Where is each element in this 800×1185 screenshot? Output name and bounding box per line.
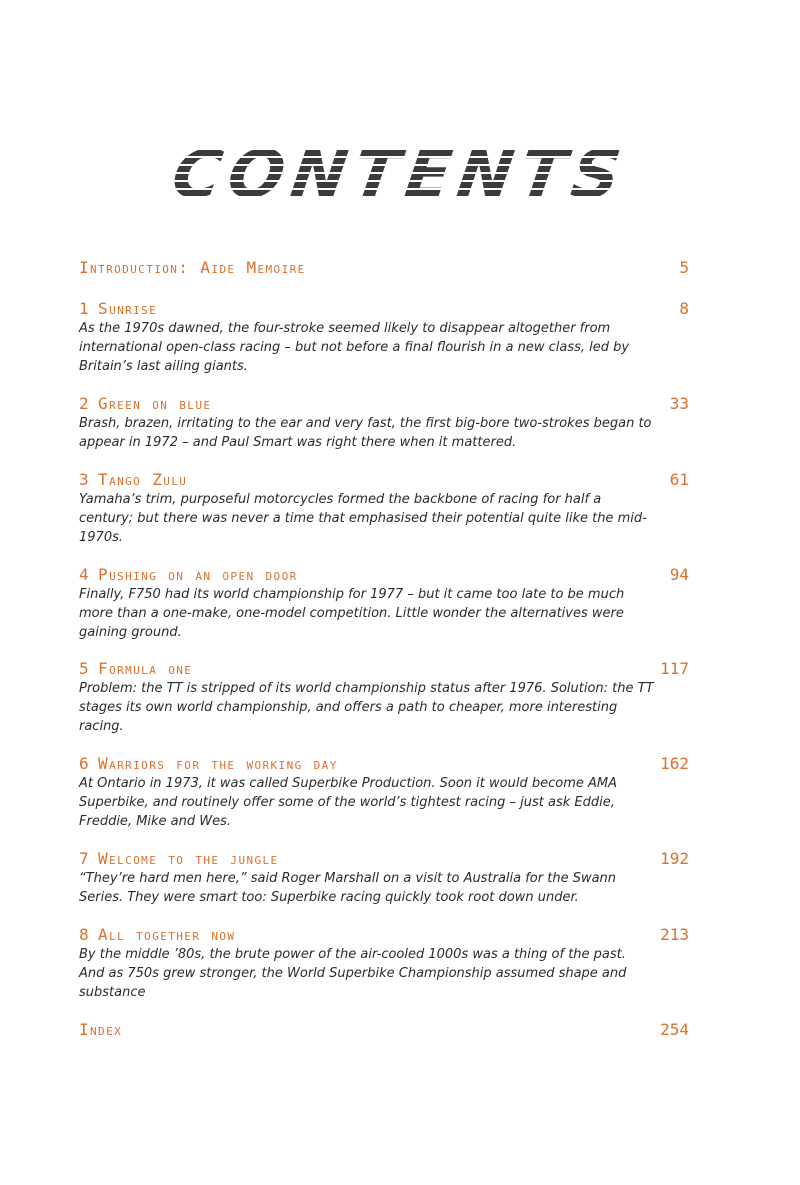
- entry-page-number: 33: [669, 394, 689, 413]
- entry-title: Formula one: [98, 659, 193, 678]
- entry-title: Index: [79, 1020, 123, 1039]
- entry-heading: [79, 849, 689, 869]
- entry-heading: [79, 754, 689, 774]
- entry-heading: [79, 925, 689, 945]
- chapter-number: 7: [79, 849, 91, 868]
- toc-entry-6[interactable]: [79, 754, 689, 831]
- toc-entry-1[interactable]: [79, 299, 689, 376]
- entry-description: “They’re hard men here,” said Roger Marshall on a visit to Australia for the Swann Series. They were smart too: Superbike racing quickly took root down under.: [79, 871, 617, 905]
- toc-entry-introduction[interactable]: [79, 258, 689, 278]
- toc-entry-7[interactable]: [79, 849, 689, 907]
- entry-title: All together now: [98, 925, 236, 944]
- entry-description: Yamaha’s trim, purposeful motorcycles formed the backbone of racing for half a century; but there was never a time that emphasised their potential quite like the mid-1970s.: [79, 492, 647, 545]
- entry-page-number: 192: [660, 849, 689, 868]
- entry-page-number: 213: [660, 925, 689, 944]
- toc-entry-4[interactable]: [79, 565, 689, 642]
- entry-description: Finally, F750 had its world championship for 1977 – but it came too late to be much more than a one-make, one-model competition. Little wonder the alternatives were gaining ground.: [79, 587, 625, 640]
- entry-title: Sunrise: [98, 299, 158, 318]
- entry-title: Green on blue: [98, 394, 212, 413]
- entry-description: Brash, brazen, irritating to the ear and very fast, the first big-bore two-strokes began to appear in 1972 – and Paul Smart was right there when it mattered.: [79, 416, 652, 450]
- entry-heading: [79, 470, 689, 490]
- entry-heading: [79, 299, 689, 319]
- toc-entry-2[interactable]: [79, 394, 689, 452]
- entry-description: At Ontario in 1973, it was called Superbike Production. Soon it would become AMA Superbike, and routinely offer some of the world’s tightest racing – just ask Eddie, Freddie, Mike and Wes.: [79, 776, 617, 829]
- entry-page-number: 94: [669, 565, 689, 584]
- entry-page-number: 254: [660, 1020, 689, 1039]
- entry-title: Introduction: Aide Memoire: [79, 258, 306, 277]
- entry-description: Problem: the TT is stripped of its world championship status after 1976. Solution: the TT stages its own world championship, and offers a path to cheaper, more interesting racing.: [79, 681, 654, 734]
- toc-entry-index[interactable]: [79, 1020, 689, 1040]
- entry-title: Welcome to the jungle: [98, 849, 279, 868]
- entry-title: Warriors for the working day: [98, 754, 338, 773]
- chapter-number: 3: [79, 470, 91, 489]
- chapter-number: 5: [79, 659, 91, 678]
- entry-heading: [79, 1020, 689, 1040]
- chapter-number: 4: [79, 565, 91, 584]
- page-title-text: CONTENTS: [167, 136, 633, 213]
- entry-page-number: 61: [669, 470, 689, 489]
- entry-heading: [79, 565, 689, 585]
- entry-heading: [79, 258, 689, 278]
- toc-entry-5[interactable]: [79, 659, 689, 736]
- entry-page-number: 117: [660, 659, 689, 678]
- entry-description: By the middle ’80s, the brute power of the air-cooled 1000s was a thing of the past. And as 750s grew stronger, the World Superbike Championship assumed shape and substance: [79, 947, 627, 1000]
- chapter-number: 2: [79, 394, 91, 413]
- entry-heading: [79, 394, 689, 414]
- entry-title: Pushing on an open door: [98, 565, 298, 584]
- entry-description: As the 1970s dawned, the four-stroke seemed likely to disappear altogether from international open-class racing – but not before a final flourish in a new class, led by Britain’s last ailing giants.: [79, 321, 630, 374]
- toc-entry-8[interactable]: [79, 925, 689, 1002]
- entry-page-number: 162: [660, 754, 689, 773]
- entry-page-number: 8: [679, 299, 689, 318]
- entry-heading: [79, 659, 689, 679]
- chapter-number: 1: [79, 299, 91, 318]
- entry-page-number: 5: [679, 258, 689, 277]
- chapter-number: 8: [79, 925, 91, 944]
- entry-title: Tango Zulu: [98, 470, 188, 489]
- chapter-number: 6: [79, 754, 91, 773]
- toc-entry-3[interactable]: [79, 470, 689, 547]
